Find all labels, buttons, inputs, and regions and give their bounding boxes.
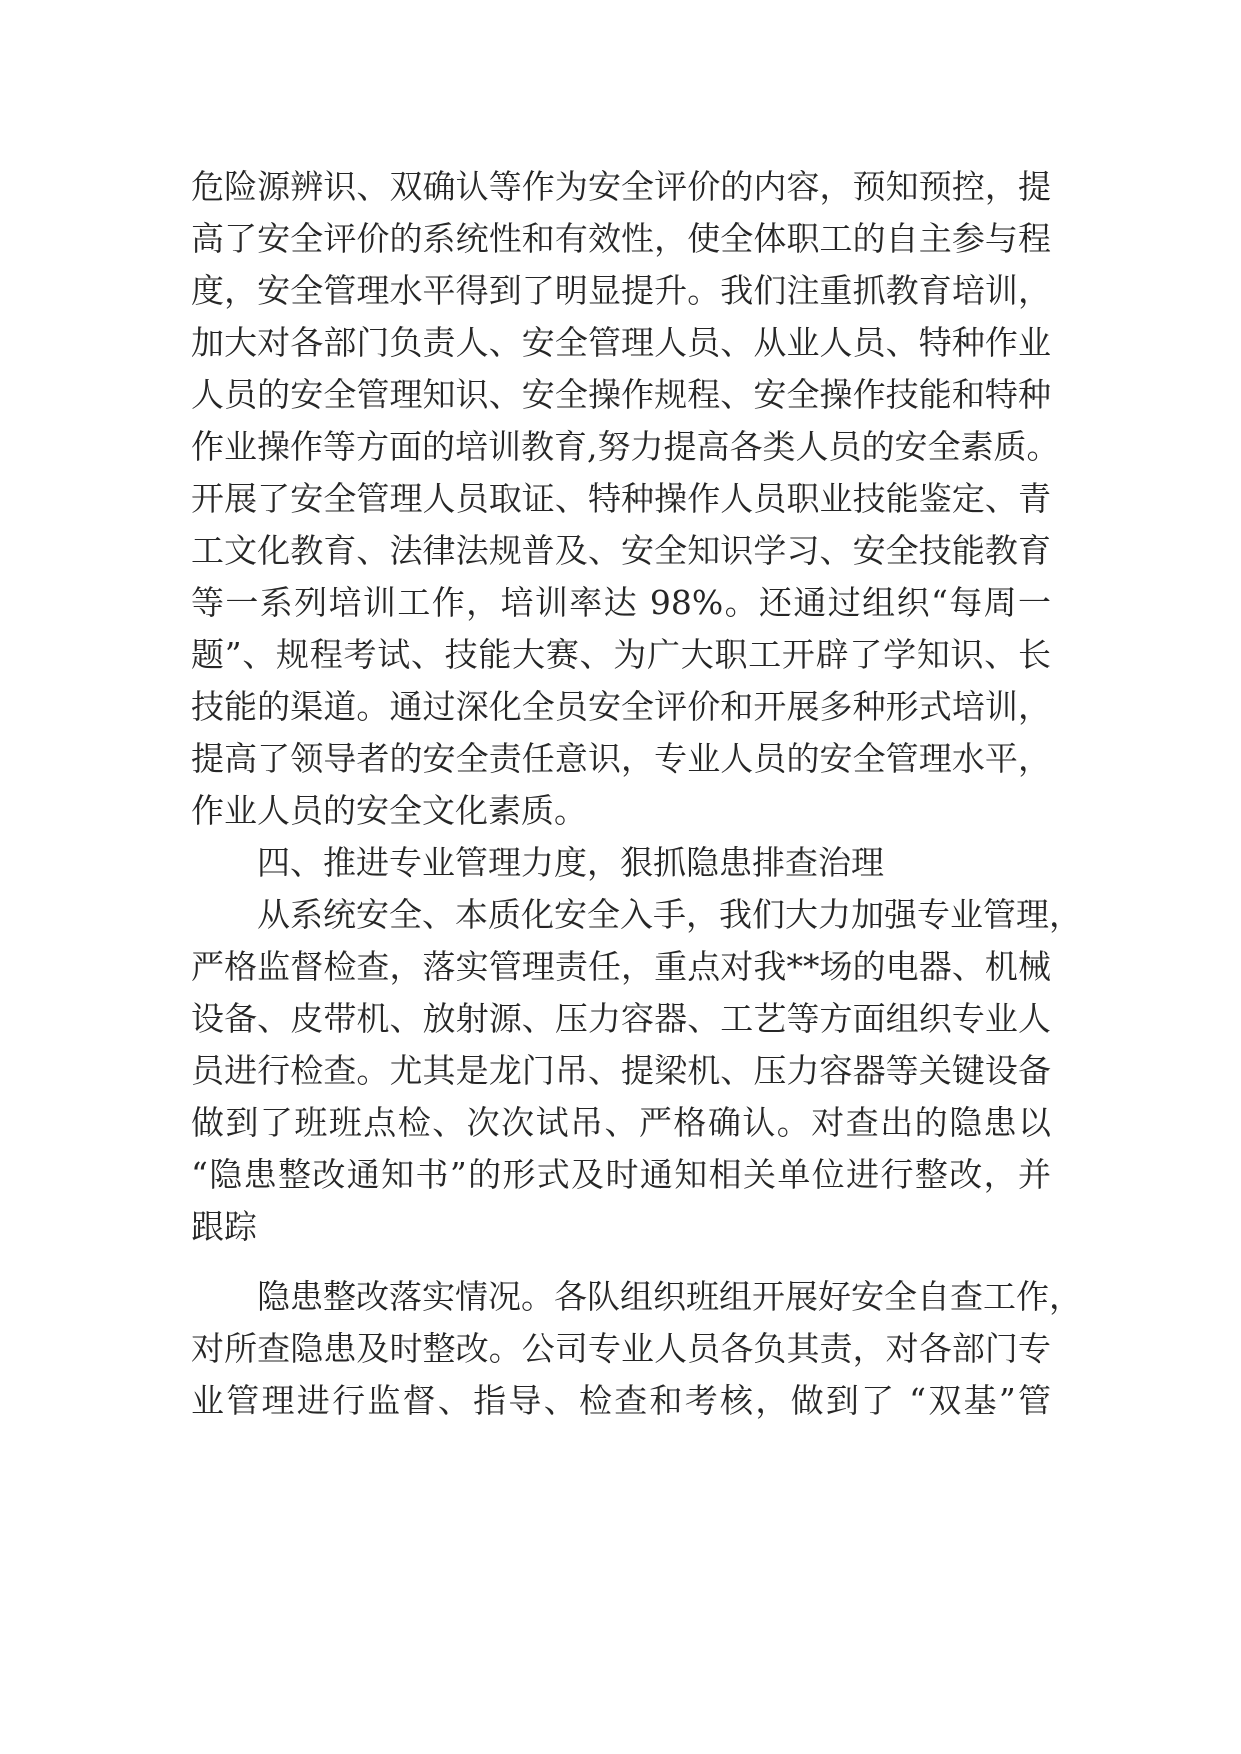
body-text-line: 开展了安全管理人员取证、特种操作人员职业技能鉴定、青 [191, 479, 1051, 518]
body-text-line: 工文化教育、法律法规普及、安全知识学习、安全技能教育 [191, 531, 1051, 570]
body-text-line: 人员的安全管理知识、安全操作规程、安全操作技能和特种 [191, 375, 1051, 414]
body-text-line: 业管理进行监督、指导、检查和考核，做到了 “双基”管 [191, 1381, 1051, 1420]
body-text-line: 危险源辨识、双确认等作为安全评价的内容，预知预控，提 [191, 167, 1051, 206]
body-text-line: 技能的渠道。通过深化全员安全评价和开展多种形式培训， [191, 687, 1051, 726]
body-text-line: 对所查隐患及时整改。公司专业人员各负其责，对各部门专 [191, 1329, 1051, 1368]
section-heading: 四、推进专业管理力度，狠抓隐患排查治理 [257, 843, 884, 882]
body-text-line: 加大对各部门负责人、安全管理人员、从业人员、特种作业 [191, 323, 1051, 362]
body-text-line: 高了安全评价的系统性和有效性，使全体职工的自主参与程 [191, 219, 1051, 258]
body-text-line: 设备、皮带机、放射源、压力容器、工艺等方面组织专业人 [191, 999, 1051, 1038]
body-text-line: 跟踪 [191, 1207, 257, 1246]
body-text-line: 作业操作等方面的培训教育,努力提高各类人员的安全素质。 [191, 427, 1060, 466]
body-text-line: 做到了班班点检、次次试吊、严格确认。对查出的隐患以 [191, 1103, 1051, 1142]
body-text-line: 严格监督检查，落实管理责任，重点对我**场的电器、机械 [191, 947, 1051, 986]
body-text-line: 作业人员的安全文化素质。 [191, 791, 587, 830]
body-text-line: 提高了领导者的安全责任意识，专业人员的安全管理水平， [191, 739, 1051, 778]
body-text-line: 隐患整改落实情况。各队组织班组开展好安全自查工作， [257, 1277, 1082, 1316]
body-text-line: 从系统安全、本质化安全入手，我们大力加强专业管理， [257, 895, 1082, 934]
body-text-line: 等一系列培训工作，培训率达 98%。还通过组织“每周一 [191, 583, 1051, 622]
body-text-line: 题”、规程考试、技能大赛、为广大职工开辟了学知识、长 [191, 635, 1051, 674]
body-text-line: “隐患整改通知书”的形式及时通知相关单位进行整改，并 [191, 1155, 1051, 1194]
body-text-line: 度，安全管理水平得到了明显提升。我们注重抓教育培训， [191, 271, 1051, 310]
body-text-line: 员进行检查。尤其是龙门吊、提梁机、压力容器等关键设备 [191, 1051, 1051, 1090]
